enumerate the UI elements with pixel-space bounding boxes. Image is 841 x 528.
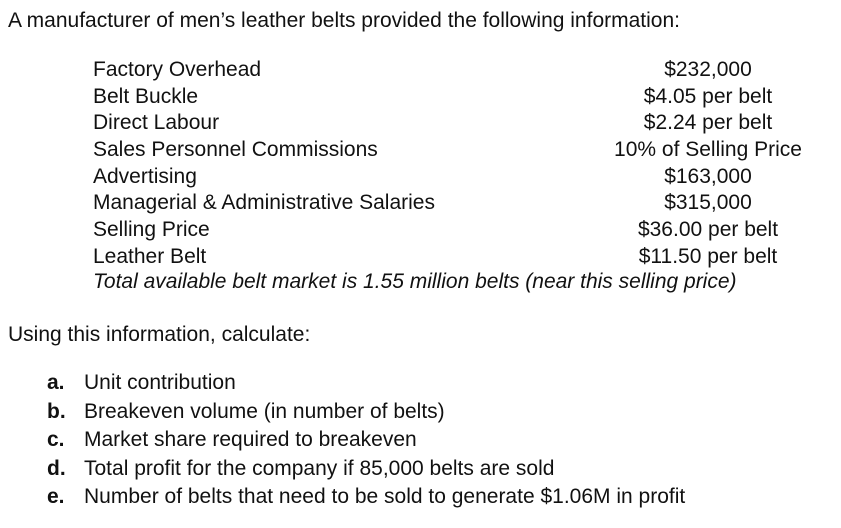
cost-item-value: $36.00 per belt [637,218,779,242]
cost-item-value: $315,000 [664,191,752,215]
market-note: Total available belt market is 1.55 million belts (near this selling price) [93,270,737,293]
cost-item-label: Direct Labour [93,111,220,135]
cost-item-label: Belt Buckle [93,84,199,108]
cost-item-value: $11.50 per belt [638,244,778,268]
task-letter: c. [47,428,65,451]
cost-item-label: Leather Belt [93,244,207,268]
cost-item-row [93,137,813,164]
task-text: Market share required to breakeven [84,428,417,451]
task-letter: e. [47,485,65,508]
cost-item-label: Sales Personnel Commissions [93,138,378,162]
cost-item-label: Factory Overhead [93,58,262,81]
task-letter: a. [47,371,65,394]
cost-item-value: $232,000 [664,58,752,81]
task-text: Total profit for the company if 85,000 belts are sold [84,456,555,480]
cost-item-row [93,217,813,244]
task-text: Number of belts that need to be sold to generate $1.06M in profit [84,485,686,508]
task-text: Unit contribution [84,371,236,394]
cost-item-row [93,190,813,217]
task-text: Breakeven volume (in number of belts) [84,399,445,423]
task-letter: d. [47,456,66,480]
cost-item-value: 10% of Selling Price [614,138,802,162]
calculate-prompt: Using this information, calculate: [8,323,311,346]
cost-item-row [93,244,813,271]
intro-text: A manufacturer of men’s leather belts provided the following information: [8,9,680,32]
cost-item-row [93,164,813,191]
cost-item-row [93,84,813,111]
cost-item-value: $4.05 per belt [643,84,773,108]
cost-item-label: Selling Price [93,218,210,242]
cost-item-row [93,57,813,84]
cost-item-label: Advertising [93,164,197,188]
cost-item-value: $163,000 [664,164,752,188]
cost-item-value: $2.24 per belt [643,111,773,135]
cost-item-row [93,110,813,137]
task-letter: b. [47,399,66,423]
cost-items-list [93,57,813,271]
cost-item-label: Managerial & Administrative Salaries [93,191,435,215]
